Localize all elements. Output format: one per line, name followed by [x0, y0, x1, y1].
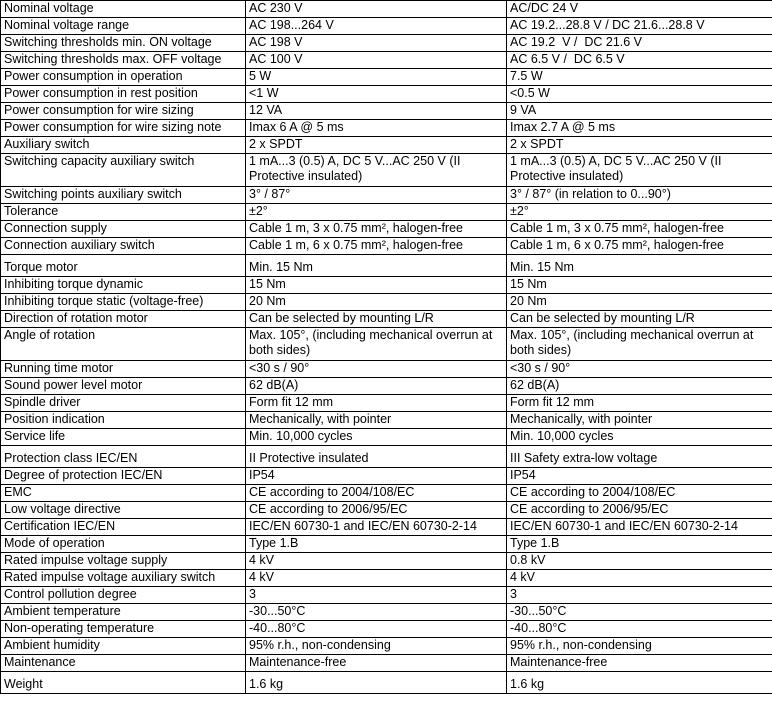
table-row — [1, 468, 772, 485]
spec-value-acdc24: Mechanically, with pointer — [507, 412, 772, 429]
spec-label: Low voltage directive — [1, 502, 246, 519]
table-row — [1, 536, 772, 553]
spec-label: Spindle driver — [1, 395, 246, 412]
table-row — [1, 35, 772, 52]
spec-value-acdc24: AC 6.5 V / DC 6.5 V — [507, 52, 772, 69]
table-row — [1, 446, 772, 468]
table-row — [1, 638, 772, 655]
spec-value-ac230: 5 W — [246, 69, 507, 86]
spec-value-acdc24: AC 19.2...28.8 V / DC 21.6...28.8 V — [507, 18, 772, 35]
spec-value-acdc24: 20 Nm — [507, 294, 772, 311]
table-row — [1, 621, 772, 638]
spec-value-acdc24: 3 — [507, 587, 772, 604]
spec-value-ac230: 2 x SPDT — [246, 137, 507, 154]
table-row — [1, 52, 772, 69]
spec-label: Nominal voltage — [1, 1, 246, 18]
spec-label: Inhibiting torque static (voltage-free) — [1, 294, 246, 311]
spec-label: Ambient temperature — [1, 604, 246, 621]
spec-value-ac230: Min. 15 Nm — [246, 255, 507, 277]
spec-label: Rated impulse voltage supply — [1, 553, 246, 570]
spec-value-ac230: 4 kV — [246, 570, 507, 587]
spec-value-acdc24: Form fit 12 mm — [507, 395, 772, 412]
spec-value-ac230: Type 1.B — [246, 536, 507, 553]
spec-value-acdc24: Min. 15 Nm — [507, 255, 772, 277]
spec-label: Power consumption for wire sizing — [1, 103, 246, 120]
spec-value-acdc24: <30 s / 90° — [507, 361, 772, 378]
spec-value-ac230: 1.6 kg — [246, 672, 507, 694]
spec-value-ac230: ±2° — [246, 204, 507, 221]
spec-value-acdc24: AC 19.2 V / DC 21.6 V — [507, 35, 772, 52]
spec-label: Service life — [1, 429, 246, 446]
spec-value-acdc24: 7.5 W — [507, 69, 772, 86]
spec-label: Sound power level motor — [1, 378, 246, 395]
spec-label: Switching capacity auxiliary switch — [1, 154, 246, 187]
spec-value-ac230: AC 198...264 V — [246, 18, 507, 35]
table-row — [1, 238, 772, 255]
spec-label: Control pollution degree — [1, 587, 246, 604]
spec-value-ac230: Maintenance-free — [246, 655, 507, 672]
table-row — [1, 502, 772, 519]
spec-value-ac230: Can be selected by mounting L/R — [246, 311, 507, 328]
table-row — [1, 221, 772, 238]
table-row — [1, 519, 772, 536]
spec-value-acdc24: 0.8 kV — [507, 553, 772, 570]
spec-value-ac230: 3 — [246, 587, 507, 604]
spec-label: Running time motor — [1, 361, 246, 378]
table-row — [1, 154, 772, 187]
spec-label: Switching thresholds min. ON voltage — [1, 35, 246, 52]
spec-label: Power consumption for wire sizing note — [1, 120, 246, 137]
spec-label: Degree of protection IEC/EN — [1, 468, 246, 485]
spec-value-acdc24: CE according to 2006/95/EC — [507, 502, 772, 519]
spec-label: Position indication — [1, 412, 246, 429]
spec-label: EMC — [1, 485, 246, 502]
table-row — [1, 294, 772, 311]
spec-value-acdc24: 1 mA...3 (0.5) A, DC 5 V...AC 250 V (II Protective insulated) — [507, 154, 772, 187]
spec-value-ac230: IEC/EN 60730-1 and IEC/EN 60730-2-14 — [246, 519, 507, 536]
table-row — [1, 485, 772, 502]
spec-value-ac230: AC 230 V — [246, 1, 507, 18]
spec-value-ac230: 4 kV — [246, 553, 507, 570]
spec-value-ac230: Cable 1 m, 3 x 0.75 mm², halogen-free — [246, 221, 507, 238]
table-row — [1, 378, 772, 395]
spec-value-acdc24: Type 1.B — [507, 536, 772, 553]
table-row — [1, 311, 772, 328]
spec-value-acdc24: -40...80°C — [507, 621, 772, 638]
spec-value-acdc24: Maintenance-free — [507, 655, 772, 672]
spec-value-ac230: Form fit 12 mm — [246, 395, 507, 412]
spec-value-acdc24: -30...50°C — [507, 604, 772, 621]
spec-label: Ambient humidity — [1, 638, 246, 655]
table-row — [1, 137, 772, 154]
spec-value-ac230: -40...80°C — [246, 621, 507, 638]
spec-value-acdc24: CE according to 2004/108/EC — [507, 485, 772, 502]
spec-value-ac230: AC 100 V — [246, 52, 507, 69]
table-row — [1, 429, 772, 446]
spec-value-acdc24: 62 dB(A) — [507, 378, 772, 395]
spec-label: Inhibiting torque dynamic — [1, 277, 246, 294]
spec-label: Power consumption in operation — [1, 69, 246, 86]
spec-value-acdc24: 1.6 kg — [507, 672, 772, 694]
spec-label: Power consumption in rest position — [1, 86, 246, 103]
table-row — [1, 570, 772, 587]
spec-label: Switching thresholds max. OFF voltage — [1, 52, 246, 69]
spec-label: Switching points auxiliary switch — [1, 187, 246, 204]
spec-value-ac230: Cable 1 m, 6 x 0.75 mm², halogen-free — [246, 238, 507, 255]
spec-label: Protection class IEC/EN — [1, 446, 246, 468]
spec-label: Torque motor — [1, 255, 246, 277]
spec-label: Connection auxiliary switch — [1, 238, 246, 255]
spec-value-acdc24: 95% r.h., non-condensing — [507, 638, 772, 655]
spec-value-ac230: 12 VA — [246, 103, 507, 120]
table-row — [1, 655, 772, 672]
spec-value-acdc24: Cable 1 m, 3 x 0.75 mm², halogen-free — [507, 221, 772, 238]
table-row — [1, 277, 772, 294]
spec-value-acdc24: Imax 2.7 A @ 5 ms — [507, 120, 772, 137]
spec-label: Connection supply — [1, 221, 246, 238]
spec-value-ac230: Min. 10,000 cycles — [246, 429, 507, 446]
spec-label: Angle of rotation — [1, 328, 246, 361]
table-row — [1, 412, 772, 429]
spec-value-ac230: 62 dB(A) — [246, 378, 507, 395]
table-row — [1, 604, 772, 621]
spec-value-acdc24: 4 kV — [507, 570, 772, 587]
spec-label: Maintenance — [1, 655, 246, 672]
table-row — [1, 672, 772, 694]
spec-value-ac230: IP54 — [246, 468, 507, 485]
spec-value-ac230: AC 198 V — [246, 35, 507, 52]
spec-value-acdc24: Can be selected by mounting L/R — [507, 311, 772, 328]
spec-value-acdc24: Cable 1 m, 6 x 0.75 mm², halogen-free — [507, 238, 772, 255]
table-row — [1, 69, 772, 86]
spec-label: Mode of operation — [1, 536, 246, 553]
table-row — [1, 204, 772, 221]
spec-value-ac230: Max. 105°, (including mechanical overrun at both sides) — [246, 328, 507, 361]
table-row — [1, 187, 772, 204]
spec-value-acdc24: 3° / 87° (in relation to 0...90°) — [507, 187, 772, 204]
spec-label: Nominal voltage range — [1, 18, 246, 35]
spec-value-ac230: <30 s / 90° — [246, 361, 507, 378]
table-row — [1, 103, 772, 120]
table-row — [1, 1, 772, 18]
table-row — [1, 255, 772, 277]
spec-value-ac230: 1 mA...3 (0.5) A, DC 5 V...AC 250 V (II Protective insulated) — [246, 154, 507, 187]
table-row — [1, 587, 772, 604]
spec-value-ac230: <1 W — [246, 86, 507, 103]
table-row — [1, 553, 772, 570]
spec-value-acdc24: <0.5 W — [507, 86, 772, 103]
spec-value-acdc24: Max. 105°, (including mechanical overrun at both sides) — [507, 328, 772, 361]
table-row — [1, 18, 772, 35]
spec-value-ac230: CE according to 2004/108/EC — [246, 485, 507, 502]
table-row — [1, 120, 772, 137]
spec-label: Rated impulse voltage auxiliary switch — [1, 570, 246, 587]
spec-value-acdc24: IEC/EN 60730-1 and IEC/EN 60730-2-14 — [507, 519, 772, 536]
spec-value-ac230: 15 Nm — [246, 277, 507, 294]
spec-value-acdc24: 15 Nm — [507, 277, 772, 294]
spec-value-acdc24: III Safety extra-low voltage — [507, 446, 772, 468]
spec-value-ac230: CE according to 2006/95/EC — [246, 502, 507, 519]
spec-value-acdc24: IP54 — [507, 468, 772, 485]
spec-label: Tolerance — [1, 204, 246, 221]
spec-value-ac230: 3° / 87° — [246, 187, 507, 204]
spec-label: Direction of rotation motor — [1, 311, 246, 328]
spec-value-ac230: 95% r.h., non-condensing — [246, 638, 507, 655]
spec-value-ac230: II Protective insulated — [246, 446, 507, 468]
spec-value-ac230: 20 Nm — [246, 294, 507, 311]
spec-value-acdc24: AC/DC 24 V — [507, 1, 772, 18]
table-row — [1, 361, 772, 378]
spec-value-acdc24: 9 VA — [507, 103, 772, 120]
table-row — [1, 328, 772, 361]
spec-label: Certification IEC/EN — [1, 519, 246, 536]
spec-label: Non-operating temperature — [1, 621, 246, 638]
spec-value-ac230: Mechanically, with pointer — [246, 412, 507, 429]
spec-label: Weight — [1, 672, 246, 694]
table-row — [1, 395, 772, 412]
spec-value-acdc24: Min. 10,000 cycles — [507, 429, 772, 446]
spec-value-acdc24: ±2° — [507, 204, 772, 221]
spec-value-ac230: -30...50°C — [246, 604, 507, 621]
table-row — [1, 86, 772, 103]
spec-value-ac230: Imax 6 A @ 5 ms — [246, 120, 507, 137]
spec-value-acdc24: 2 x SPDT — [507, 137, 772, 154]
spec-label: Auxiliary switch — [1, 137, 246, 154]
